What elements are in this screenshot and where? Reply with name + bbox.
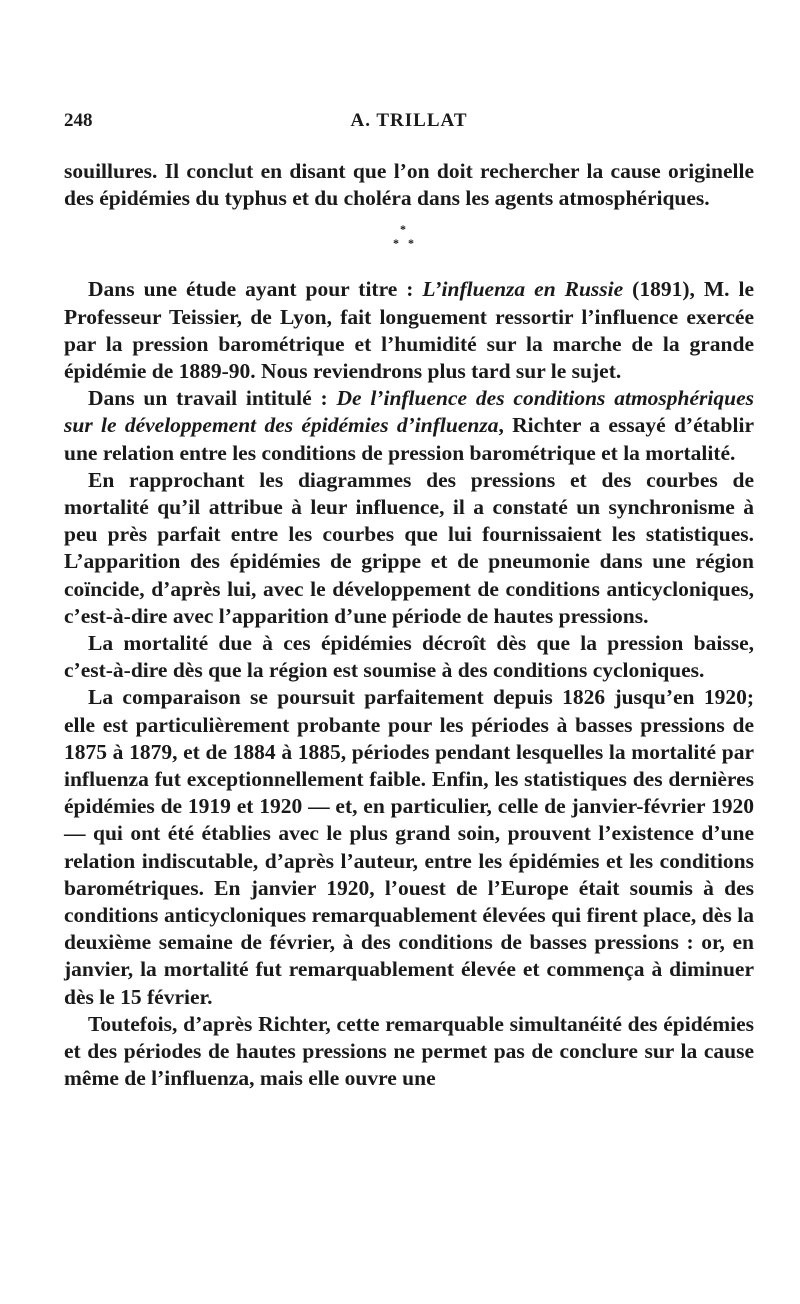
page-number: 248 [64,110,93,131]
paragraph-3: Dans un travail intitulé : De l’influence des conditions atmosphériques sur le développement des épidémies d’influenza, Richter a essayé d’établir une relation entre les conditions de pression barométrique et la mortalité. [64,386,754,465]
book-title-influenza-russie: L’influenza en Russie [422,277,624,302]
section-separator [64,212,754,262]
page-body [64,158,754,1093]
paragraph-7: Toutefois, d’après Richter, cette remarquable simultanéité des épidémies et des périodes de hautes pressions ne permet pas de conclure sur la cause même de l’influenza, mais elle ouvre une [64,1011,754,1091]
running-title: A. TRILLAT [350,110,468,131]
work-title-richter: De l’influence des conditions atmosphériques sur le développement des épidémies d’influenza [64,386,754,438]
paragraph-6: La comparaison se poursuit parfaitement depuis 1826 jusqu’en 1920; elle est particulièrement probante pour les périodes à basses pressions de 1875 à 1879, et de 1884 à 1885, périodes pendant lesquelles la mortalité par influenza fut exceptionnellement faible. Enfin, les statistiques des dernières épidémies de 1919 et 1920 — et, en particulier, celle de janvier-février 1920 — qui ont été établies avec le plus grand soin, prouvent l’existence d’une relation indiscutable, d’après l’auteur, entre les épidémies et les conditions barométriques. En janvier 1920, l’ouest de l’Europe était soumis à des conditions anticycloniques remarquablement élevées qui firent place, dès la deuxième semaine de février, à des conditions de basses pressions : or, en janvier, la mortalité fut remarquablement élevée et commença à diminuer dès le 15 février. [64,685,754,1009]
paragraph-5: La mortalité due à ces épidémies décroît dès que la pression baisse, c’est-à-dire dès que la région est soumise à des conditions cycloniques. [64,631,754,683]
paragraph-2: Dans une étude ayant pour titre : L’influenza en Russie (1891), M. le Professeur Teissier, de Lyon, fait longuement ressortir l’influence exercée par la pression barométrique et l’humidité sur la marche de la grande épidémie de 1889-90. Nous reviendrons plus tard sur le sujet. [64,277,755,384]
paragraph-4: En rapprochant les diagrammes des pressions et des courbes de mortalité qu’il attribue à leur influence, il a constaté un synchronisme à peu près parfait entre les courbes que lui fournissaient les statistiques. L’apparition des épidémies de grippe et de pneumonie dans une région coïncide, d’après lui, avec le développement de conditions anticycloniques, c’est-à-dire avec l’apparition d’une période de hautes pressions. [64,467,754,628]
paragraph-1: souillures. Il conclut en disant que l’on doit rechercher la cause originelle des épidémies du typhus et du choléra dans les agents atmosphériques. [64,159,754,211]
separator-star-right: * [408,236,414,251]
page-header [64,110,754,140]
separator-star-top: * [400,222,406,237]
separator-star-left: * [393,236,399,251]
